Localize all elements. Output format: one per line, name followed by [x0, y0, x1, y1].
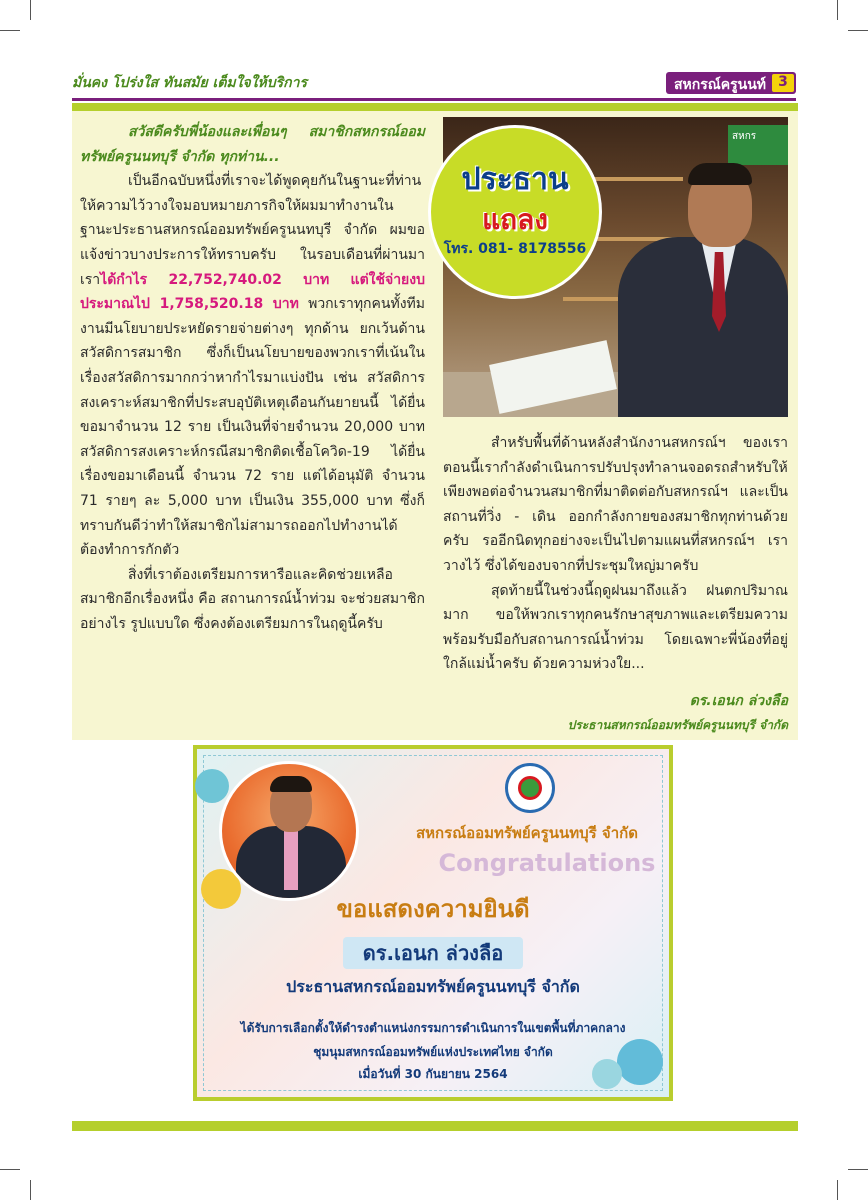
- crop-mark: [837, 0, 838, 20]
- congratulations-card: [193, 745, 673, 1101]
- coop-logo-emblem: [518, 776, 542, 800]
- card-coop-name: สหกรณ์ออมทรัพย์ครูนนทบุรี จำกัด: [416, 824, 638, 842]
- person-suit: [618, 237, 788, 417]
- flower-decoration: [195, 769, 229, 803]
- top-accent-bar: [72, 103, 798, 111]
- crop-mark: [837, 1180, 838, 1200]
- header-slogan: มั่นคง โปร่งใส ทันสมัย เต็มใจให้บริการ: [72, 75, 308, 91]
- card-congratulations: Congratulations: [438, 849, 656, 877]
- chairman-badge: [431, 128, 599, 296]
- paragraph-3: สำหรับพื้นที่ด้านหลังสำนักงานสหกรณ์ฯ ของเราตอนนี้เรากำลังดำเนินการปรับปรุงทำลานจอดรถสำหรับให้เพียงพอต่อจำนวนสมาชิกที่มาติดต่อกับสหกรณ์ฯ และเป็นสถานที่วิ่ง - เดิน ออกกำลังกายของสมาชิกทุกท่านด้วยครับ รออีกนิดทุกอย่างจะเป็นไปตามแผนที่สหกรณ์ฯ เราวางไว้ ซึ่งได้ของบจากที่ประชุมใหญ่มาครับ: [443, 435, 788, 574]
- badge-subtitle: แถลง: [482, 203, 548, 236]
- paragraph-1: [80, 169, 425, 563]
- profit-highlight: ได้กำไร 22,752,740.02 บาท แต่ใช้จ่ายงบประมาณไป 1,758,520.18 บาท: [80, 271, 425, 313]
- card-honoree-name: ดร.เอนก ล่วงลือ: [343, 937, 523, 969]
- greeting: สวัสดีครับพี่น้องและเพื่อนๆ สมาชิกสหกรณ์ออมทรัพย์ครูนนทบุรี จำกัด ทุกท่าน...: [80, 124, 425, 165]
- header-rule: [72, 98, 796, 101]
- portrait-tie: [284, 830, 298, 890]
- portrait: [219, 761, 359, 901]
- left-column: [80, 120, 425, 636]
- magazine-name: [666, 72, 796, 94]
- signature-name: ดร.เอนก ล่วงลือ: [689, 693, 788, 709]
- paragraph-2: สิ่งที่เราต้องเตรียมการหารือและคิดช่วยเหลือสมาชิกอีกเรื่องหนึ่ง คือ สถานการณ์น้ำท่วม จะช่วยสมาชิกอย่างไร รูปแบบใด ซึ่งคงต้องเตรียมการในฤดูนี้ครับ: [80, 566, 425, 632]
- badge-title: ประธาน: [461, 162, 569, 197]
- portrait-hair: [270, 776, 312, 792]
- badge-phone: โทร. 081- 8178556: [443, 241, 587, 257]
- card-line-3: เมื่อวันที่ 30 กันยายน 2564: [358, 1067, 508, 1081]
- page-number: 3: [772, 74, 794, 92]
- crop-mark: [848, 1169, 868, 1170]
- paragraph-1-rest: พวกเราทุกคนทั้งทีมงานมีนโยบายประหยัดรายจ่ายต่างๆ ทุกด้าน ยกเว้นด้านสวัสดิการสมาชิก ซึ่งก็เป็นนโยบายของพวกเราที่เน้นในเรื่องสวัสดิการมากกว่าหากำไรมาแบ่งปัน เช่น สวัสดิการสงเคราะห์สมาชิกที่ประสบอุบัติเหตุเดือนกันยายนนี้ ได้ยื่นขอมาจำนวน 12 ราย เป็นเงินที่จ่ายจำนวน 20,000 บาท สวัสดิการสงเคราะห์กรณีสมาชิกติดเชื้อโควิด-19 ได้ยื่นเรื่องขอมาเดือนนี้ จำนวน 72 ราย แต่ได้อนุมัติ จำนวน 71 รายๆ ละ 5,000 บาท เป็นเงิน 355,000 บาท ซึ่งก็ทราบกันดีว่าทำให้สมาชิกไม่สามารถออกไปทำงานได้ ต้องทำการกักตัว: [80, 296, 425, 559]
- coop-logo: [505, 763, 555, 813]
- card-line-1: ได้รับการเลือกตั้งให้ดำรงตำแหน่งกรรมการดำเนินการในเขตพื้นที่ภาคกลาง: [240, 1021, 626, 1035]
- bottom-accent-bar: [72, 1121, 798, 1131]
- magazine-title: สหกรณ์ครูนนท์: [673, 77, 766, 93]
- right-column: [443, 431, 788, 677]
- person-hair: [688, 163, 752, 185]
- card-title: ขอแสดงความยินดี: [336, 895, 530, 923]
- signature-role: ประธานสหกรณ์ออมทรัพย์ครูนนทบุรี จำกัด: [567, 718, 788, 732]
- paragraph-1-text: เป็นอีกฉบับหนึ่งที่เราจะได้พูดคุยกันในฐานะที่ท่านให้ความไว้วางใจมอบหมายภารกิจให้ผมมาทำงานในฐานะประธานสหกรณ์ออมทรัพย์ครูนนทบุรี จำกัด ผมขอแจ้งข่าวบางประการให้ทราบครับ ในรอบเดือนที่ผ่านมาเรา: [80, 173, 425, 288]
- card-position: ประธานสหกรณ์ออมทรัพย์ครูนนทบุรี จำกัด: [286, 977, 580, 996]
- crop-mark: [30, 0, 31, 20]
- card-line-2: ชุมนุมสหกรณ์ออมทรัพย์แห่งประเทศไทย จำกัด: [313, 1045, 553, 1059]
- paragraph-4: สุดท้ายนี้ในช่วงนี้ฤดูฝนมาถึงแล้ว ฝนตกปริมาณมาก ขอให้พวกเราทุกคนรักษาสุขภาพและเตรียมความพร้อมรับมือกับสถานการณ์น้ำท่วม โดยเฉพาะพี่น้องที่อยู่ใกล้แม่น้ำครับ ด้วยความห่วงใย...: [443, 582, 788, 673]
- signature-block: [568, 690, 788, 735]
- crop-mark: [30, 1180, 31, 1200]
- crop-mark: [0, 30, 20, 31]
- crop-mark: [848, 30, 868, 31]
- crop-mark: [0, 1169, 20, 1170]
- photo-sign: สหกร: [728, 125, 788, 165]
